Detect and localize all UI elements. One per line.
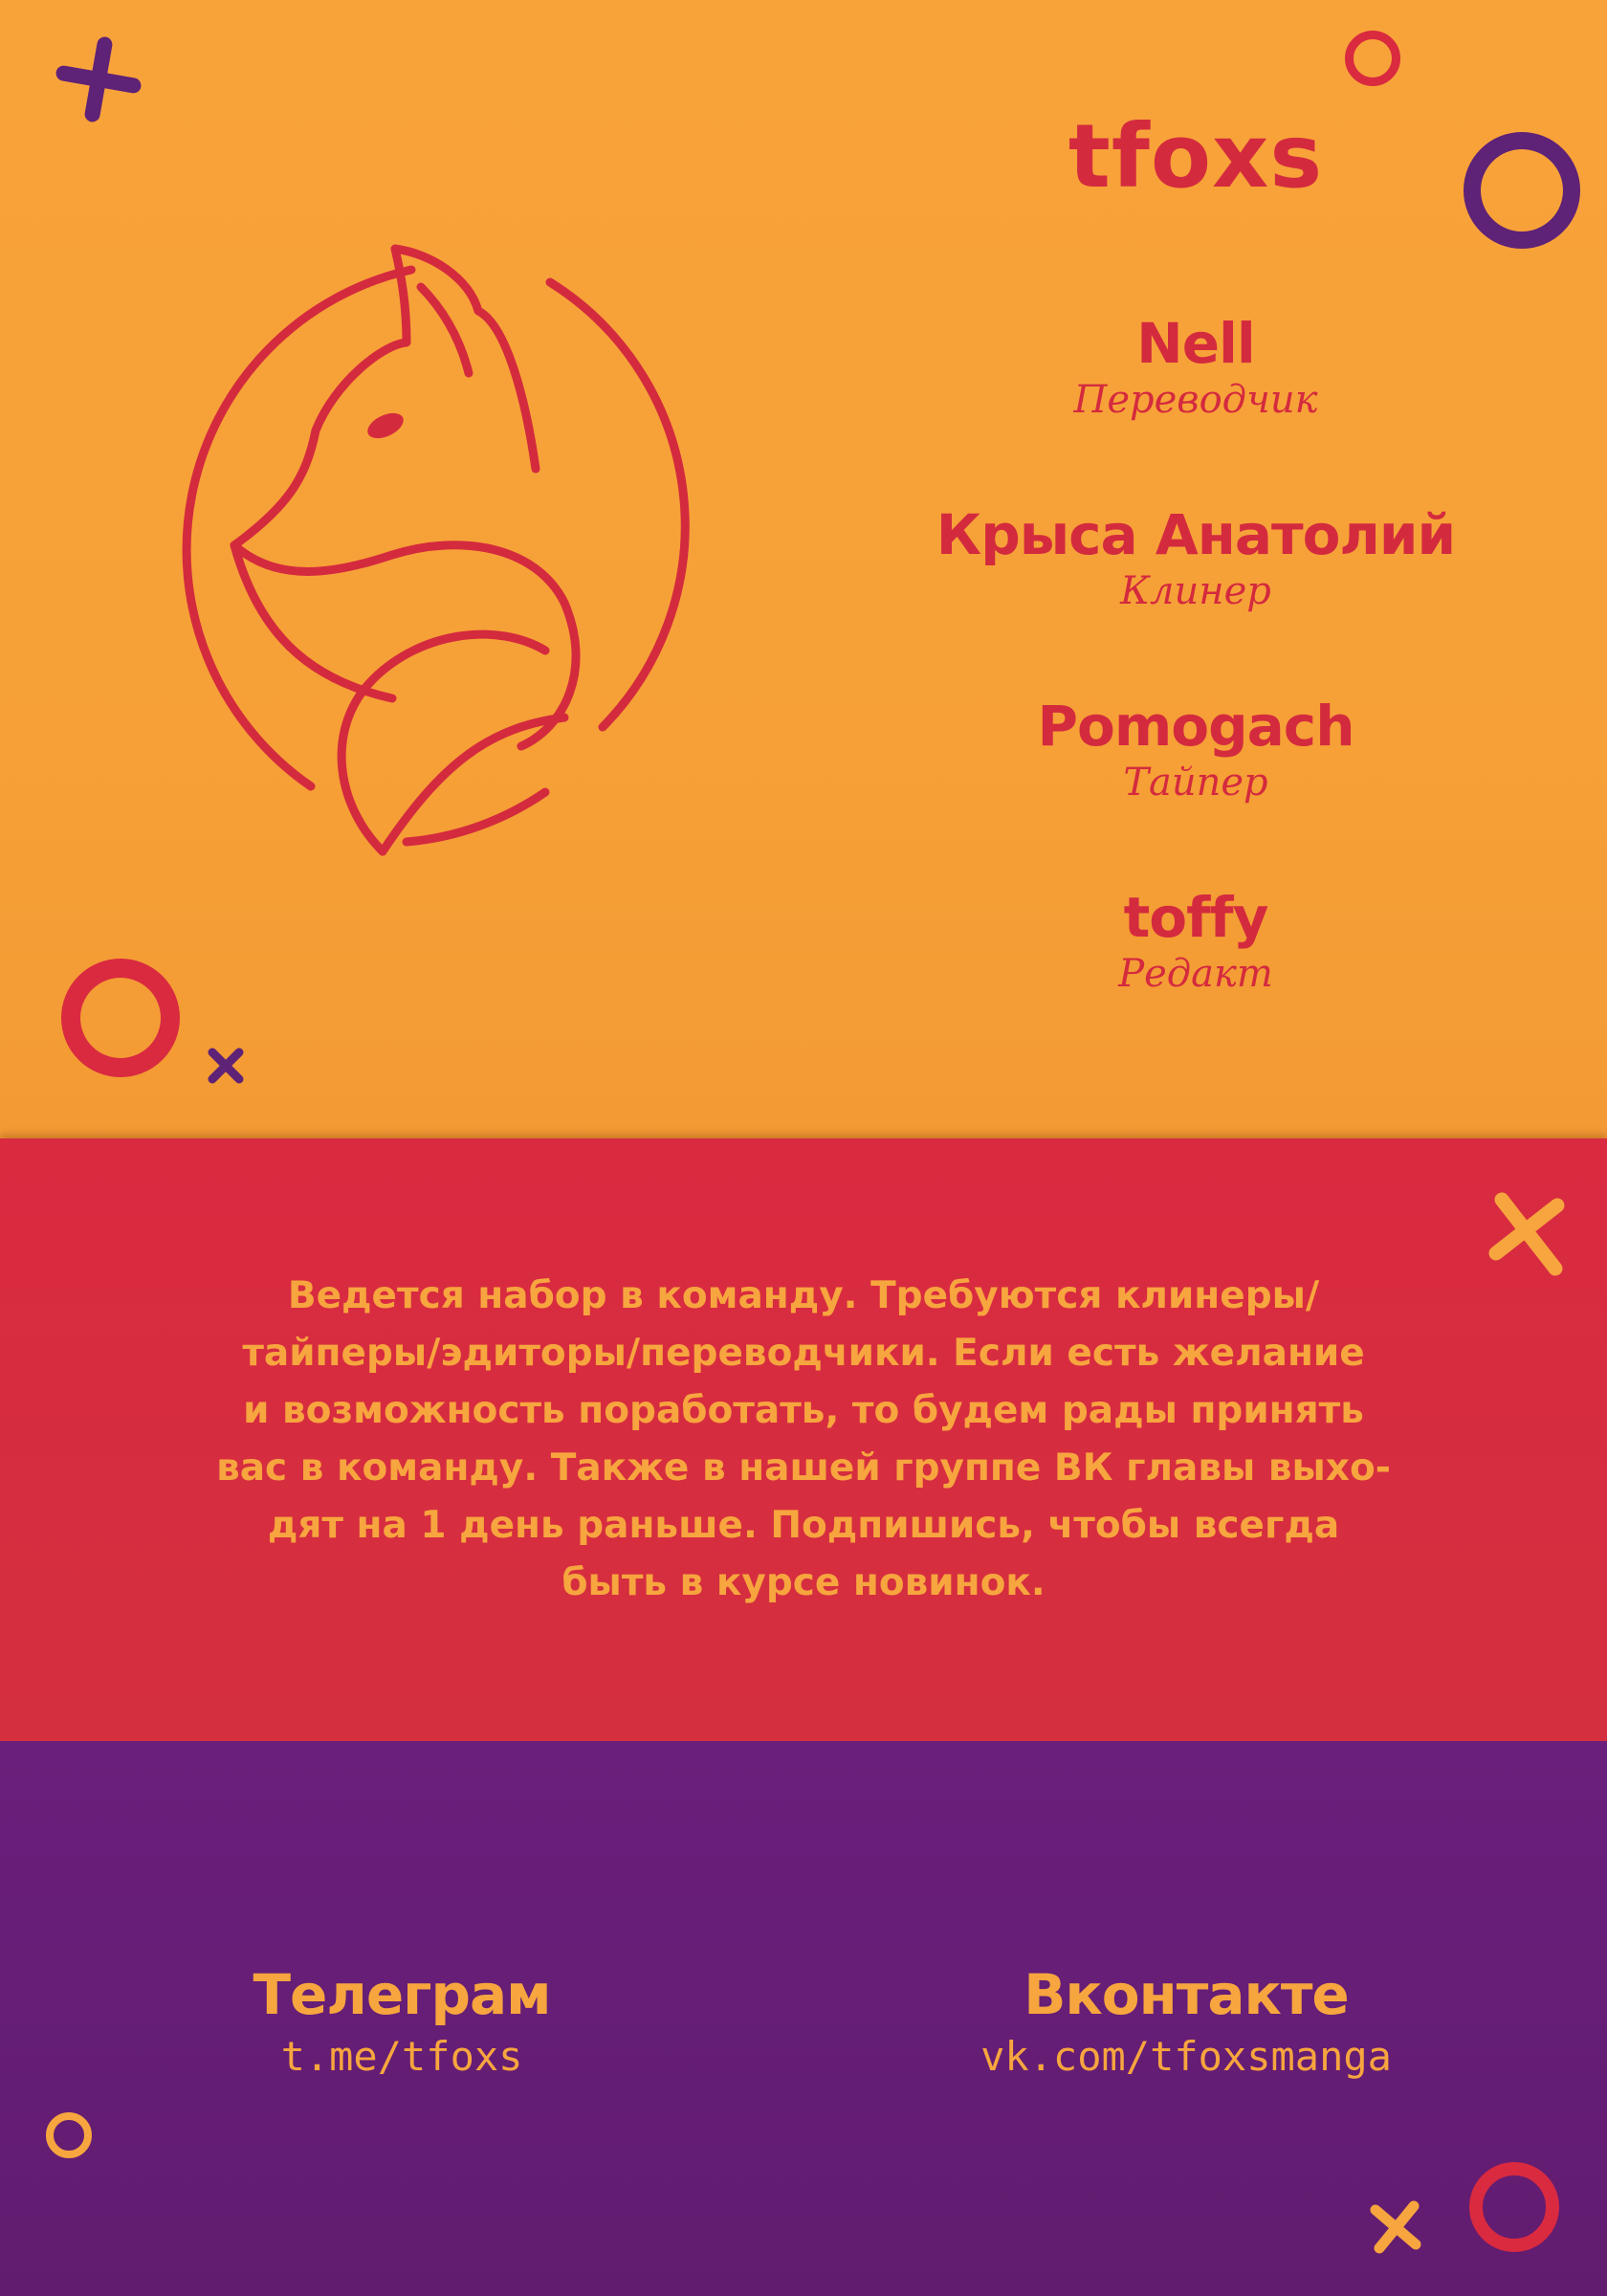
member-card <box>918 694 1473 806</box>
member-role: Клинер <box>1120 569 1271 613</box>
member-name: Nell <box>1136 311 1255 376</box>
member-role: Переводчик <box>1073 378 1318 422</box>
telegram-link[interactable]: t.me/tfoxs <box>280 2033 523 2080</box>
announcement-line: Ведется набор в команду. Требуются клинеры/ <box>287 1274 1320 1317</box>
ring-icon <box>1464 132 1580 249</box>
cross-icon <box>203 1043 249 1089</box>
ring-icon <box>46 2112 92 2158</box>
announcement-line: тайперы/эдиторы/переводчики. Если есть желание <box>242 1332 1365 1375</box>
telegram-label: Телеграм <box>253 1962 551 2027</box>
ring-icon <box>1345 31 1400 86</box>
announcement-line: вас в команду. Также в нашей группе ВК главы выхо- <box>216 1446 1391 1490</box>
announcement-line: и возможность поработать, то будем рады принять <box>243 1389 1364 1432</box>
member-card <box>918 311 1473 424</box>
plus-icon <box>46 27 151 132</box>
member-role: Редакт <box>1118 952 1273 996</box>
vk-label: Вконтакте <box>1024 1962 1349 2027</box>
member-card <box>918 885 1473 998</box>
member-card <box>918 502 1473 615</box>
cross-icon <box>1362 2193 1429 2260</box>
announcement-line: дят на 1 день раньше. Подпишись, чтобы всегда <box>267 1504 1340 1547</box>
member-role: Тайпер <box>1123 761 1268 805</box>
team-name: tfoxs <box>1068 105 1324 208</box>
announcement-line: быть в курсе новинок. <box>561 1561 1046 1604</box>
member-name: Pomogach <box>1037 694 1354 759</box>
telegram-contact <box>163 1961 641 2086</box>
vk-link[interactable]: vk.com/tfoxsmanga <box>980 2033 1392 2080</box>
member-name: Крыса Анатолий <box>936 502 1456 567</box>
member-name: toffy <box>1123 885 1268 950</box>
ring-icon <box>1469 2162 1559 2252</box>
recruitment-announcement <box>134 1268 1473 1612</box>
vk-contact <box>899 1961 1473 2086</box>
fox-logo-icon <box>143 230 756 899</box>
ring-icon <box>61 959 180 1077</box>
cross-icon <box>1481 1186 1576 1282</box>
